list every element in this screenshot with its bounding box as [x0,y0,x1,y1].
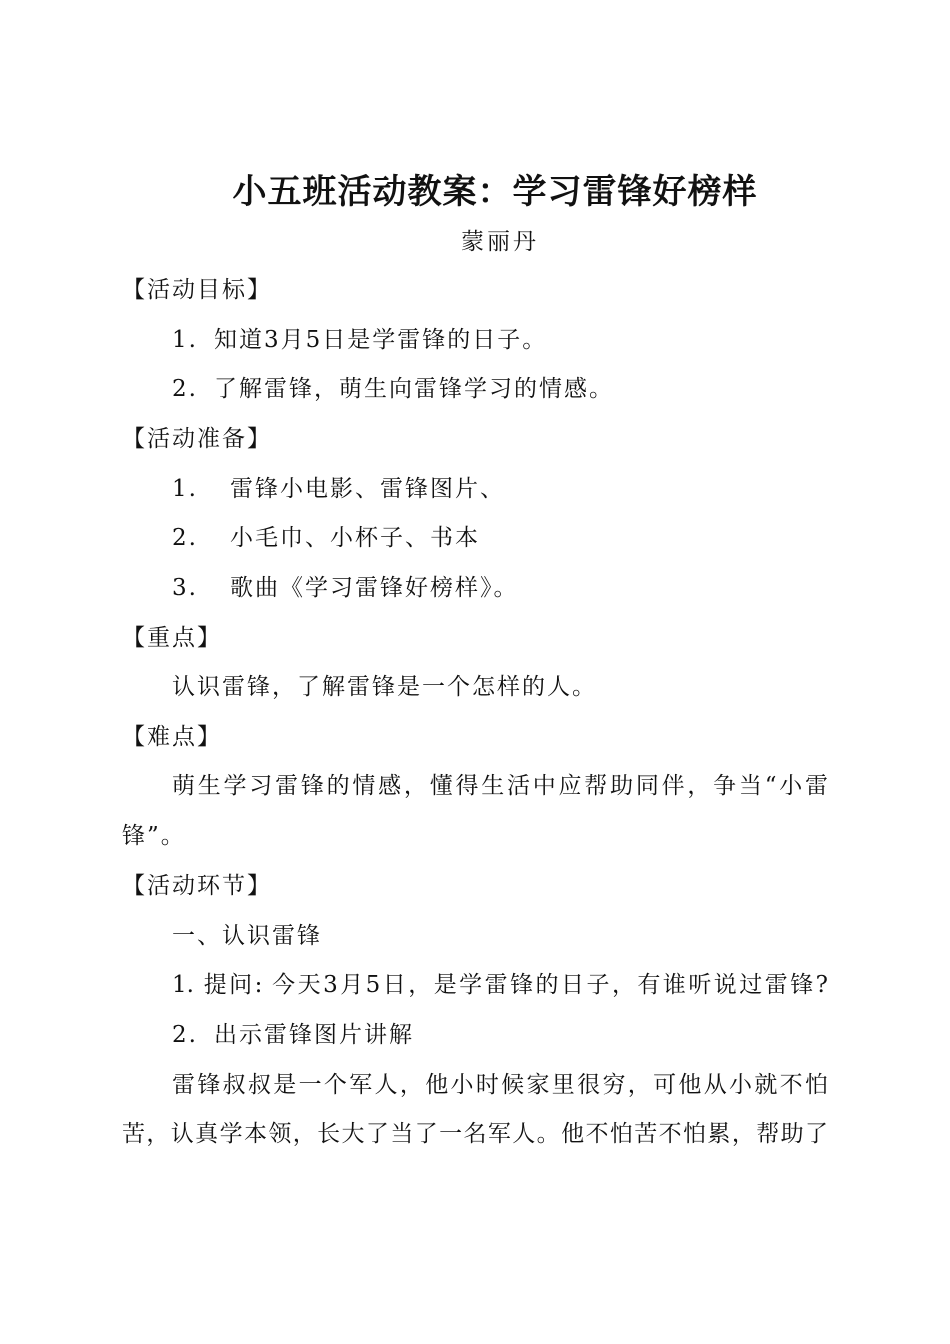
step-part-title: 一、认识雷锋 [172,923,322,949]
section-heading-goals: 【活动目标】 [122,277,272,303]
section-heading-difficulty: 【难点】 [122,724,222,750]
step-item-text: 出示雷锋图片讲解 [214,1022,414,1048]
goal-item-text: 了解雷锋，萌生向雷锋学习的情感。 [214,376,614,402]
step-item [172,1015,414,1055]
section-heading-key: 【重点】 [122,625,222,651]
document-title: 小五班活动教案：学习雷锋好榜样 [232,172,758,212]
paragraph-line: 苦，认真学本领，长大了当了一名军人。他不怕苦不怕累，帮助了 [122,1121,828,1147]
section-heading-steps: 【活动环节】 [122,873,272,899]
prep-item [172,469,505,509]
goal-item-number: 2. [172,376,198,402]
difficulty-text-line: 锋”。 [122,823,186,849]
prep-item [172,518,480,558]
prep-item-number: 2. [172,525,198,551]
step-question: 1. 提问: 今天3月5日，是学雷锋的日子，有谁听说过雷锋? [172,972,828,998]
section-heading-prep: 【活动准备】 [122,426,272,452]
goal-item [172,369,614,409]
goal-item-number: 1. [172,327,198,353]
prep-item-text: 雷锋小电影、雷锋图片、 [230,476,505,502]
key-point-text: 认识雷锋，了解雷锋是一个怎样的人。 [172,674,597,700]
prep-item-number: 1. [172,476,198,502]
step-item-number: 2. [172,1022,198,1048]
difficulty-text-line: 萌生学习雷锋的情感，懂得生活中应帮助同伴，争当“小雷 [172,773,828,799]
author-name: 蒙丽丹 [461,229,539,255]
prep-item-text: 小毛巾、小杯子、书本 [230,525,480,551]
prep-item [172,568,519,608]
paragraph-line: 雷锋叔叔是一个军人，他小时候家里很穷，可他从小就不怕 [172,1072,828,1098]
prep-item-text: 歌曲《学习雷锋好榜样》。 [230,575,519,601]
goal-item [172,320,547,360]
goal-item-text: 知道3月5日是学雷锋的日子。 [214,327,548,353]
prep-item-number: 3. [172,575,198,601]
